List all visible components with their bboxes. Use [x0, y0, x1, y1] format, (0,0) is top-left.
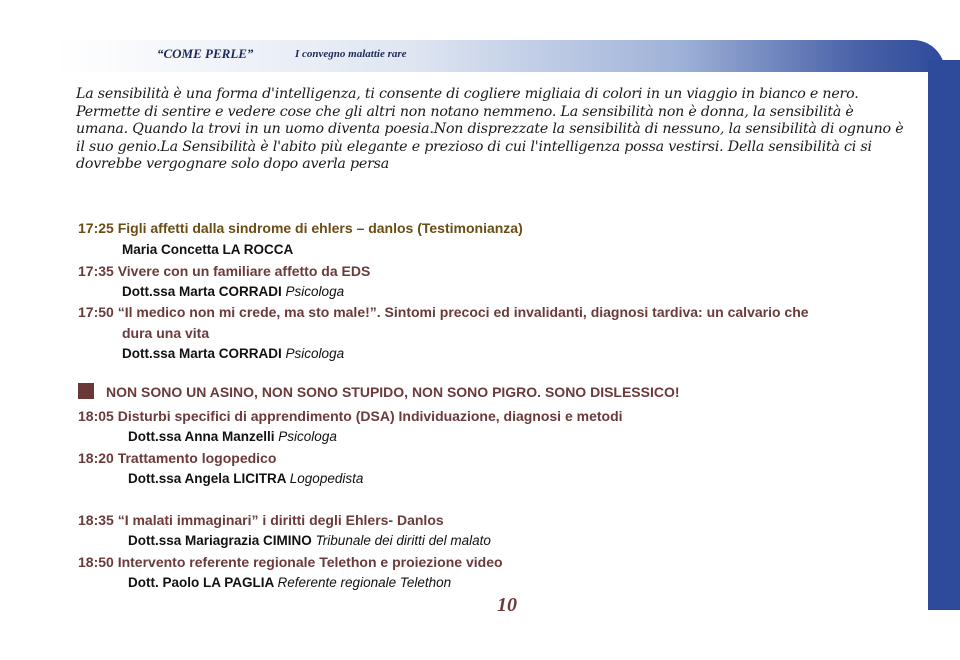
talk-title-continuation: dura una vita	[122, 325, 210, 341]
time: 18:50	[78, 554, 114, 570]
talk-title: Intervento referente regionale Telethon e proiezione video	[117, 554, 503, 570]
speaker-1805	[128, 429, 337, 444]
quote-paragraph: La sensibilità è una forma d'intelligenza, ti consente di cogliere migliaia di colori in un viaggio in bianco e nero. Permette di sentire e vedere cose che gli altri non notano nemmeno. La sensibilità non è donna, la sensibilità è umana. Quando la trovi in un uomo diventa poesia.Non disprezzate la sensibilità di nessuno, la sensibilità di ognuno è il suo genio.La Sensibilità è l'abito più elegante e prezioso di cui l'intelligenza possa vestirsi. Della sensibilità ci si dovrebbe vergognare solo dopo averla persa	[76, 86, 904, 172]
speaker-role: Psicologa	[278, 429, 337, 444]
speaker-name: Maria Concetta LA ROCCA	[122, 242, 294, 257]
talk-title: “I malati immaginari” i diritti degli Ehlers- Danlos	[117, 512, 444, 528]
time: 17:25	[78, 220, 114, 236]
talk-title: Figli affetti dalla sindrome di ehlers – danlos (Testimonianza)	[117, 220, 523, 236]
schedule-item-1750	[78, 304, 809, 320]
schedule-item-1725	[78, 220, 523, 236]
speaker-1750	[122, 346, 344, 361]
schedule-item-1805	[78, 408, 623, 424]
speaker-name: Dott.ssa Marta CORRADI	[122, 346, 282, 361]
section-heading: NON SONO UN ASINO, NON SONO STUPIDO, NON SONO PIGRO. SONO DISLESSICO!	[78, 383, 680, 400]
speaker-role: Psicologa	[285, 346, 345, 361]
time: 17:50	[78, 304, 114, 320]
speaker-1850	[128, 575, 451, 590]
talk-title: Trattamento logopedico	[117, 450, 277, 466]
talk-title: “Il medico non mi crede, ma sto male!”. Sintomi precoci ed invalidanti, diagnosi tardiva: un calvario che	[117, 304, 809, 320]
schedule-item-1835	[78, 512, 444, 528]
speaker-role: Tribunale dei diritti del malato	[315, 533, 491, 548]
square-bullet-icon	[78, 383, 94, 399]
time: 18:35	[78, 512, 114, 528]
schedule-item-1850	[78, 554, 503, 570]
talk-title: Disturbi specifici di apprendimento (DSA) Individuazione, diagnosi e metodi	[117, 408, 623, 424]
speaker-name: Dott.ssa Anna Manzelli	[128, 429, 275, 444]
speaker-role: Psicologa	[285, 284, 345, 299]
page-number: 10	[497, 594, 517, 616]
speaker-1835	[128, 533, 491, 548]
schedule-item-1820	[78, 450, 276, 466]
time: 18:05	[78, 408, 114, 424]
time: 18:20	[78, 450, 114, 466]
right-decorative-band	[928, 60, 960, 610]
speaker-1735	[122, 284, 344, 299]
speaker-1820	[128, 471, 363, 486]
speaker-name: Dott. Paolo LA PAGLIA	[128, 575, 274, 590]
speaker-name: Dott.ssa Angela LICITRA	[128, 471, 287, 486]
speaker-1725	[122, 242, 293, 257]
time: 17:35	[78, 263, 114, 279]
talk-title: Vivere con un familiare affetto da EDS	[117, 263, 371, 279]
header-title: “COME PERLE”	[157, 46, 254, 61]
speaker-role: Logopedista	[289, 471, 364, 486]
speaker-name: Dott.ssa Marta CORRADI	[122, 284, 282, 299]
speaker-name: Dott.ssa Mariagrazia CIMINO	[128, 533, 312, 548]
speaker-role: Referente regionale Telethon	[277, 575, 452, 590]
header-subtitle: I convegno malattie rare	[295, 48, 407, 60]
schedule-item-1735	[78, 263, 370, 279]
